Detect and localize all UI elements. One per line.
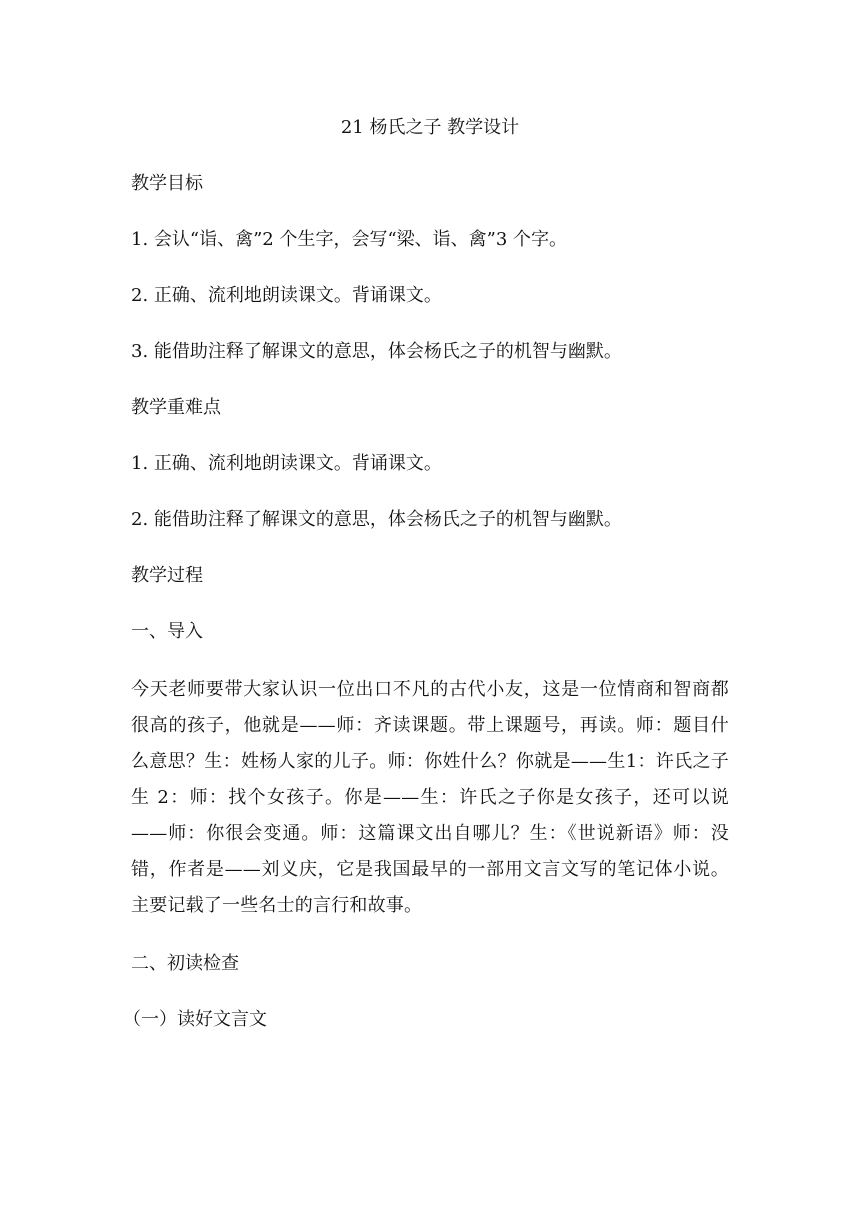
goal-item: 2. 正确、流利地朗读课文。背诵课文。 <box>131 285 442 306</box>
subpart-heading-classical-reading: （一）读好文言文 <box>123 1009 267 1030</box>
intro-paragraph: 今天老师要带大家认识一位出口不凡的古代小友，这是一位情商和智商都很高的孩子，他就是——师：齐读课题。带上课题号，再读。师：题目什么意思？生：姓杨人家的儿子。师：你姓什么？你就是——生1：许氏之子生 2：师：找个女孩子。你是——生：许氏之子你是女孩子，还可以说——师：你很会变通。师：这篇课文出自哪儿？生：《世说新语》师：没错，作者是——刘义庆，它是我国最早的一部用文言文写的笔记体小说。主要记载了一些名士的言行和故事。 <box>131 679 729 916</box>
document-title: 21 杨氏之子 教学设计 <box>340 117 520 138</box>
goal-item: 1. 会认“诣、禽”2 个生字，会写“梁、诣、禽”3 个字。 <box>131 229 568 250</box>
key-point-item: 2. 能借助注释了解课文的意思，体会杨氏之子的机智与幽默。 <box>131 509 622 530</box>
goal-item: 3. 能借助注释了解课文的意思，体会杨氏之子的机智与幽默。 <box>131 341 622 362</box>
part-heading-first-reading: 二、初读检查 <box>131 953 239 974</box>
section-heading-key-points: 教学重难点 <box>131 397 221 418</box>
section-heading-goals: 教学目标 <box>131 173 203 194</box>
document-body <box>123 112 729 1060</box>
key-point-item: 1. 正确、流利地朗读课文。背诵课文。 <box>131 453 442 474</box>
part-heading-intro: 一、导入 <box>131 621 203 642</box>
section-heading-process: 教学过程 <box>131 565 203 586</box>
